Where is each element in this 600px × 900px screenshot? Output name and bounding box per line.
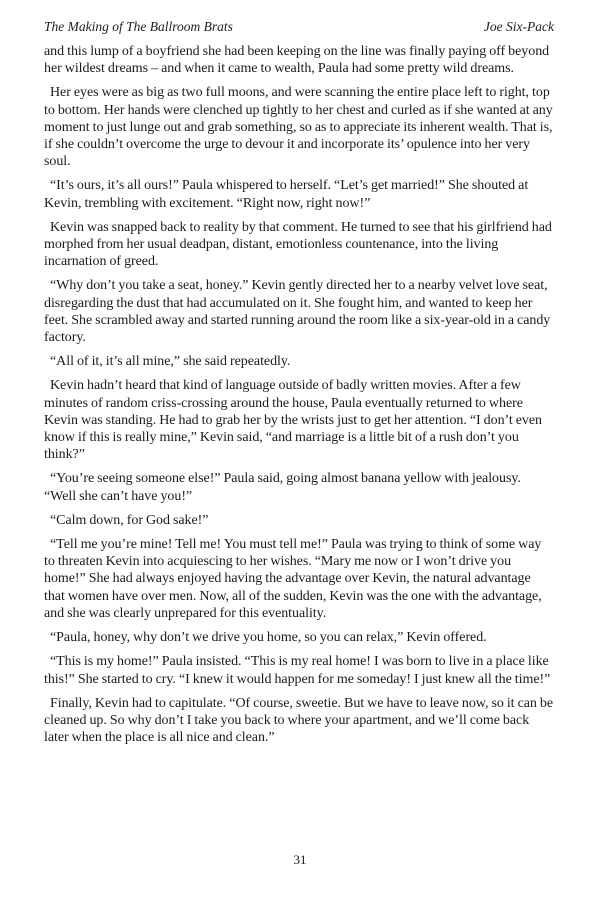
paragraph: “Calm down, for God sake!” — [50, 512, 209, 528]
paragraph: “Tell me you’re mine! Tell me! You must tell me!” Paula was trying to think of some way to threaten Kevin into acquiescing to her wishes. “Mary me now or I won’t drive you home!” She had always enjoyed having the advantage over Kevin, the natural advantage that women have over men. Now, all of the sudden, Kevin was the one with the advantage, and she was clearly unprepared for this eventuality. — [44, 537, 542, 621]
paragraph: and this lump of a boyfriend she had been keeping on the line was finally paying off beyond her wildest dreams – and when it came to wealth, Paula had some pretty wild dreams. — [44, 44, 550, 77]
running-head — [44, 19, 554, 35]
paragraph: “You’re seeing someone else!” Paula said, going almost banana yellow with jealousy. “Well she can’t have you!” — [44, 471, 521, 504]
paragraph: “This is my home!” Paula insisted. “This is my real home! I was born to live in a place like this!” She started to cry. “I knew it would happen for me someday! I just knew all the time!” — [44, 654, 551, 687]
paragraph: Finally, Kevin had to capitulate. “Of course, sweetie. But we have to leave now, so it can be cleaned up. So why don’t I take you back to where your apartment, and we’ll come back later when the place is all nice and clean.” — [44, 695, 554, 746]
page-body-text — [44, 43, 554, 845]
page-number: 31 — [293, 852, 307, 867]
paragraph: “All of it, it’s all mine,” she said repeatedly. — [50, 354, 291, 370]
paragraph: Kevin was snapped back to reality by that comment. He turned to see that his girlfriend had morphed from her usual deadpan, distant, emotionless countenance, into the living incarnation of greed. — [44, 219, 552, 270]
paragraph: “Paula, honey, why don’t we drive you home, so you can relax,” Kevin offered. — [50, 630, 487, 646]
running-head-book-title: The Making of The Ballroom Brats — [44, 19, 233, 34]
paragraph: “It’s ours, it’s all ours!” Paula whispered to herself. “Let’s get married!” She shouted at Kevin, trembling with excitement. “Right now, right now!” — [44, 178, 529, 211]
paragraph: Her eyes were as big as two full moons, and were scanning the entire place left to right, top to bottom. Her hands were clenched up tightly to her chest and curled as if she wanted at any moment to just lunge out and grab something, so as to appreciate its inherent wealth. That is, if she couldn’t overcome the urge to devour it and incorporate its’ opulence into her very soul. — [44, 85, 553, 170]
running-head-author: Joe Six-Pack — [483, 19, 554, 34]
paragraph: “Why don’t you take a seat, honey.” Kevin gently directed her to a nearby velvet love seat, disregarding the dust that had accumulated on it. She fought him, and wanted to keep her feet. She scrambled away and started running around the room like a six-year-old in a candy factory. — [44, 278, 551, 346]
paragraph: Kevin hadn’t heard that kind of language outside of badly written movies. After a few minutes of random criss-crossing around the house, Paula eventually returned to where Kevin was standing. He had to grab her by the wrists just to get her attention. “I don’t even know if this is really mine,” Kevin said, “and marriage is a little bit of a rush don’t you think?” — [44, 378, 542, 463]
